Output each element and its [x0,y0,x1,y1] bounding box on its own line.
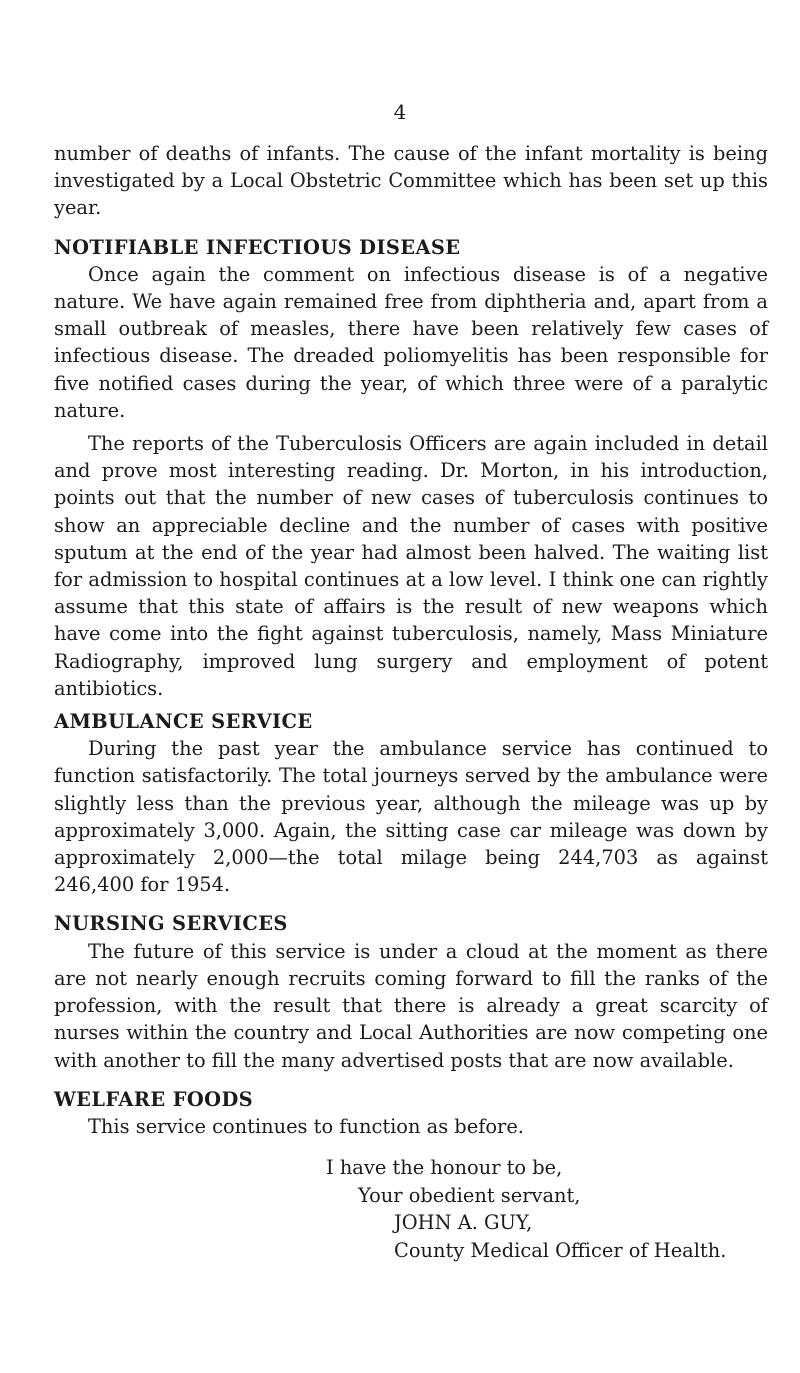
closing-line: I have the honour to be, [326,1156,563,1180]
section-paragraph: During the past year the ambulance service has continued to function satisfactorily. The total journeys served by the ambulance were slightly less than the previous year, although the mileage was up by approximately 3,000. Again, the sitting case car mileage was down by approximately 2,000—the total milage being 244,703 as against 246,400 for 1954. [54,737,768,897]
section-paragraph: The future of this service is under a cloud at the moment as there are not nearly enough recruits coming forward to fill the ranks of the profession, with the result that there is already a great scarcity of nurses within the country and Local Authorities are now competing one with another to fill the many advertised posts that are now available. [54,939,768,1072]
section-heading: WELFARE FOODS [54,1087,254,1111]
closing-line: Your obedient servant, [358,1183,581,1207]
section-ambulance-service [54,708,768,898]
signatory-title: County Medical Officer of Health. [394,1238,727,1262]
section-welfare-foods [54,1086,768,1140]
closing-signature-block [326,1154,768,1264]
section-heading: NURSING SERVICES [54,912,288,936]
section-heading: AMBULANCE SERVICE [54,710,313,734]
section-heading: NOTIFIABLE INFECTIOUS DISEASE [54,235,461,259]
section-paragraph: Once again the comment on infectious disease is of a negative nature. We have again remained free from diphtheria and, apart from a small outbreak of measles, there have been relatively few cases of infectious disease. The dreaded poliomyelitis has been responsible for five notified cases during the year, of which three were of a paralytic nature. [54,262,768,422]
section-notifiable-infectious-disease [54,234,768,702]
signatory-name: JOHN A. GUY, [394,1211,533,1235]
page-number: 4 [393,100,407,124]
section-nursing-services [54,910,768,1073]
section-paragraph: This service continues to function as before. [88,1114,524,1138]
intro-paragraph: number of deaths of infants. The cause of the infant mortality is being investigated by a Local Obstetric Committee which has been set up this year. [54,142,768,220]
section-paragraph: The reports of the Tuberculosis Officers are again included in detail and prove most interesting reading. Dr. Morton, in his introduction, points out that the number of new cases of tuberculosis continues to show an appreciable decline and the number of cases with positive sputum at the end of the year had almost been halved. The waiting list for admission to hospital continues at a low level. I think one can rightly assume that this state of affairs is the result of new weapons which have come into the fight against tuberculosis, namely, Mass Miniature Radiography, improved lung surgery and employment of potent antibiotics. [54,432,768,700]
document-body [54,140,768,1264]
